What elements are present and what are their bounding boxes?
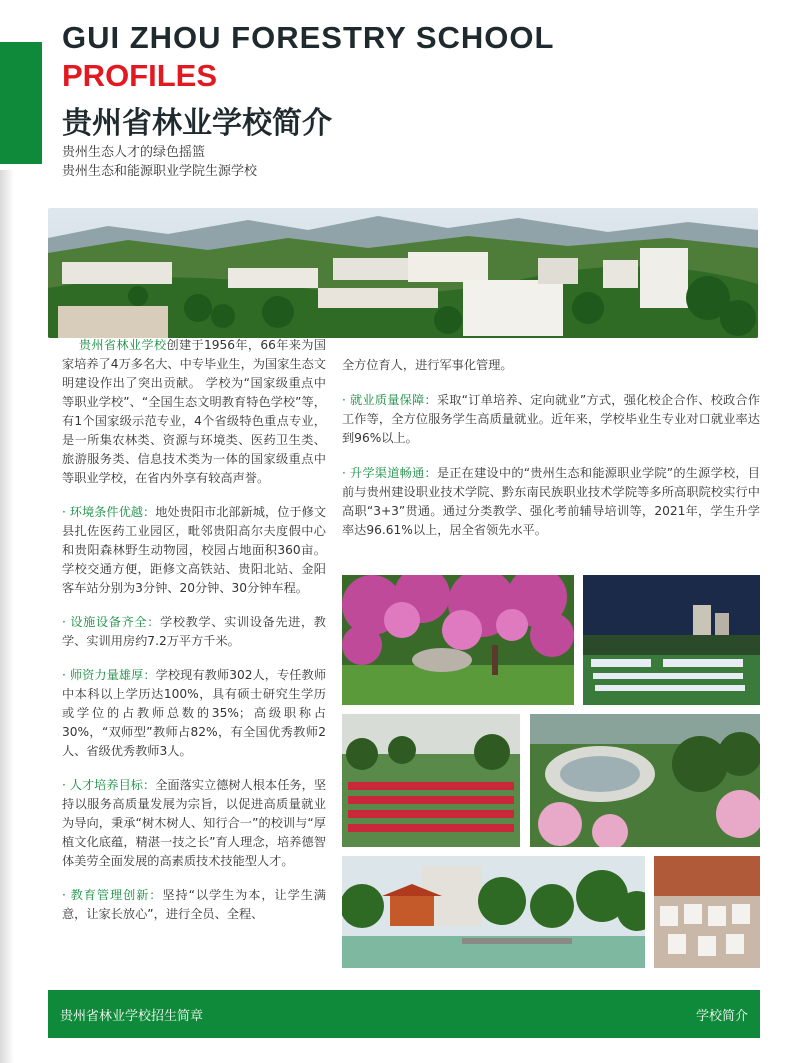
management-paragraph	[62, 886, 326, 924]
management-continued: 全方位育人，进行军事化管理。	[342, 358, 513, 372]
employment-paragraph	[342, 391, 760, 448]
subtitle-source-school: 贵州生态和能源职业学院生源学校	[62, 164, 258, 179]
further-study-text: 是正在建设中的“贵州生态和能源职业学院”的生源学校，目前与贵州建设职业技术学院、黔东南民族职业技术学院等多所高职院校实行中高职“3+3”贯通。通过分类教学、强化考前辅导培训等，2021年，学生升学率达96.61%以上，居全省领先水平。	[342, 466, 760, 537]
faculty-heading: · 师资力量雄厚：	[62, 668, 156, 682]
environment-paragraph	[62, 503, 326, 598]
environment-heading: · 环境条件优越：	[62, 505, 156, 519]
left-text-column	[62, 336, 326, 939]
photo-campus-fountain	[530, 714, 760, 847]
photo-student-assembly	[342, 714, 520, 847]
title-profiles: PROFILES	[62, 58, 218, 93]
photo-night-parade	[583, 575, 760, 705]
title-chinese: 贵州省林业学校简介	[62, 106, 332, 141]
school-name-highlight: 贵州省林业学校	[78, 338, 167, 352]
title-english: GUI ZHOU FORESTRY SCHOOL	[62, 20, 555, 55]
faculty-paragraph	[62, 666, 326, 761]
further-study-heading: · 升学渠道畅通：	[342, 466, 437, 480]
intro-text: 创建于1956年，66年来为国家培养了4万多名大、中专毕业生，为国家生态文明建设作出了突出贡献。 学校为“国家级重点中等职业学校”、“全国生态文明教育特色学校”等，有1个国家级示范专业，4个省级特色重点专业，是一所集农林类、资源与环境类、医药卫生类、旅游服务类、信息技术类为一体的国家级重点中等职业学校，在省内外享有较高声誉。	[62, 338, 326, 485]
management-heading: · 教育管理创新：	[62, 888, 163, 902]
further-study-paragraph	[342, 464, 760, 540]
right-text-column	[342, 356, 760, 556]
page-edge-shadow	[0, 170, 14, 1063]
faculty-text: 学校现有教师302人，专任教师中本科以上学历达100%，具有硕士研究生学历或学位的占教师总数的35%；高级职称占30%，“双师型”教师占82%，有全国优秀教师2人、省级优秀教师3人。	[62, 668, 327, 758]
training-paragraph	[62, 776, 326, 871]
management-text: 坚持“以学生为本，让学生满意，让家长放心”，进行全员、全程、	[62, 888, 326, 921]
photo-lake-pavilion	[342, 856, 645, 968]
green-accent-bar	[0, 42, 42, 164]
campus-panorama-photo	[48, 208, 758, 338]
facilities-text: 学校教学、实训设备先进，教学、实训用房约7.2万平方千米。	[62, 615, 326, 648]
subtitle-green-cradle: 贵州生态人才的绿色摇篮	[62, 145, 206, 160]
training-heading: · 人才培养目标：	[62, 778, 156, 792]
training-text: 全面落实立德树人根本任务，坚持以服务高质量发展为宗旨，以促进高质量就业为导向，秉承“树木树人、知行合一”的校训与“厚植文化底蕴，精湛一技之长”育人理念，培养德智体美劳全面发展的高素质技术技能型人才。	[62, 778, 327, 868]
intro-paragraph	[62, 336, 326, 488]
photo-blossom-garden	[342, 575, 574, 705]
environment-text: 地处贵阳市北部新城，位于修文县扎佐医药工业园区，毗邻贵阳高尔夫度假中心和贵阳森林野生动物园，校园占地面积360亩。学校交通方便，距修文高铁站、贵阳北站、金阳客车站分别为3分钟、20分钟、30分钟车程。	[62, 505, 327, 595]
footer-section-label: 学校简介	[695, 1009, 748, 1024]
footer-bar	[48, 990, 760, 1038]
facilities-heading: · 设施设备齐全：	[62, 615, 161, 629]
photo-award-students	[654, 856, 760, 968]
employment-text: 采取“订单培养、定向就业”方式，强化校企合作、校政合作工作等，全方位服务学生高质量就业。近年来，学校毕业生专业对口就业率达到96%以上。	[342, 393, 760, 445]
employment-heading: · 就业质量保障：	[342, 393, 437, 407]
facilities-paragraph	[62, 613, 326, 651]
footer-brochure-title: 贵州省林业学校招生简章	[60, 1009, 204, 1024]
